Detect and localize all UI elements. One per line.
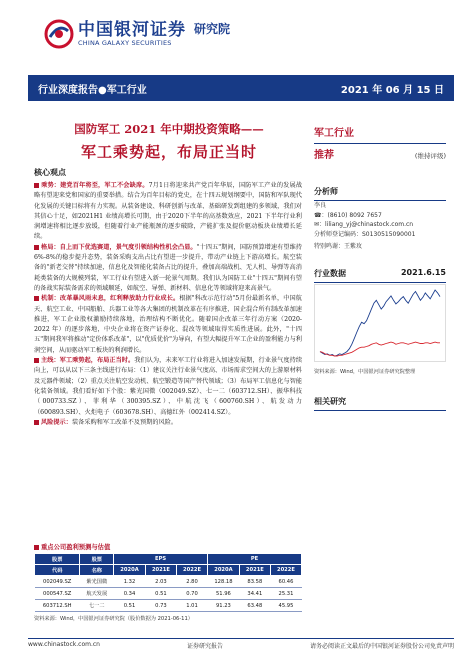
table-row [35,576,302,588]
dept-label: 研究院 [194,21,231,36]
cell: 63.48 [239,600,270,612]
col-head-eps: EPS [114,554,208,565]
report-type-bar [28,75,454,101]
col-subhead: 2022E [176,565,207,576]
cell: 0.51 [145,588,176,600]
paragraph: 机制：改革暴风雨未息，红利释放助力行业成长。根据"科改示范行动"5月份最新名单，中国航天、航空工业、中国船舶、兵器工业等各大集团的机制改革在有序推进，国企混合所有制改革加速推进，军工企业股权激励持续落地，治理结构不断优化。随着国企改革三年行动方案（2020-2022 年）的逐步落地，中央企业将在资产证券化、混改等领域取得实质性进展。此外，"十四五"期间我军将推动"定价体系改革"，以"优质优价"为导向，有望大幅提升军工企业的盈利能力与利润空间，从而驱动军工板块的利润增长。 [34,295,302,354]
chart-title: 行业数据 [314,269,346,278]
strategy-title: 国防军工 2021 年中期投资策略—— [74,122,264,136]
rating-note: (维持评级) [414,152,446,160]
core-viewpoints [34,181,302,428]
bullet-icon [34,420,39,425]
table-subhead-row [35,565,302,576]
bullet-icon [34,545,39,550]
forecast-table-section [34,542,302,622]
cell: 0.73 [145,600,176,612]
rating [314,146,446,161]
footer-disclaimer: 请务必阅读正文最后的中国银河证券股份公司免责声明 [309,643,454,650]
index-chart [314,284,446,362]
cell: 45.95 [270,600,301,612]
logo-cn-text: 中国银河证券 [78,20,186,40]
footer-center: 证券研究报告 [186,643,223,650]
cell: 000547.SZ [35,588,80,600]
paragraph: 乘势：建党百年将至，军工不会缺席。7月1日将迎来共产党百年华辰，国防军工产业的发展战略有望迎来党和国家的重要举措。结合为百年目标的党史，在十四五规划纲要中，国防和军队现代化发展的关键目标将有力实现。从装备建设、科研创新与改革、基础研发到组建的多领域，我们对其信心十足，如2021H1 业绩高增长可期，由于2020下半年的高基数效应，2021 下半年行业利润增速将相比逐步放缓，但随着行业产能瓶颈的逐步破除，产能扩张及提价驱动板块业绩增长延续。 [34,182,303,241]
cell: 0.70 [176,588,207,600]
report-date: 2021 年 06 月 15 日 [340,84,444,96]
col-head: 股票 [35,554,80,565]
cell: 航天发展 [80,588,114,600]
analyst-cert: 分析师登记编码：S0130515090001 [314,230,416,238]
rating-value: 推荐 [314,150,334,161]
col-head-pe: PE [208,554,302,565]
brand-logo [44,14,230,54]
cell: 128.18 [208,576,240,588]
table-caption: 重点公司盈利预测与估值 [34,542,302,551]
report-type: 行业深度报告●军工行业 [38,84,147,96]
cell: 83.58 [239,576,270,588]
col-subhead: 名称 [80,565,114,576]
analyst-name: 李良 [314,202,327,209]
table-head-row [35,554,302,565]
chart-frame [315,285,446,362]
col-head: 股票 [80,554,114,565]
cell: 0.51 [114,600,146,612]
analyst-phone: ☎：(8610) 8092 7657 [314,211,382,219]
forecast-table [34,553,302,612]
table-row [35,588,302,600]
cell: 0.34 [114,588,146,600]
analyst-heading: 分析师 [314,186,446,201]
cell: 51.96 [208,588,240,600]
cell: 25.31 [270,588,301,600]
chart-svg [314,284,446,362]
bullet-icon [34,245,39,250]
chart-date: 2021.6.15 [400,268,446,277]
cell: 紫光国微 [80,576,114,588]
col-subhead: 代码 [35,565,80,576]
cell: 002049.SZ [35,576,80,588]
bullet-icon [34,183,39,188]
cell: 603712.SH [35,600,80,612]
cell: 91.23 [208,600,240,612]
bullet-icon [34,296,39,301]
col-subhead: 2021E [239,565,270,576]
chart-source: 资料来源：Wind，中国银河证券研究院整理 [314,369,416,375]
cell: 1.32 [114,576,146,588]
analyst-email[interactable]: ✉：liliang_yj@chinastock.com.cn [314,221,414,228]
paragraph: 风险提示：装备采购和军工改革不及预期的风险。 [34,418,302,428]
paragraph: 主线：军工乘势起，布局正当时。我们认为，未来军工行业将进入加速发展期，行业景气度持续向上，可以从以下三条主线进行布局：（1）建议关注行业景气度高、市场需求空间大的上游原材料及元器件领域；（2）重点关注航空发动机、航空锻造等国产替代领域；（3）布局军工信息化与智能化装备领域。我们看好如下个股：紫光国微（002049.SZ）、七一二（603712.SH）、振华科技（000733.SZ）、菲利华（300395.SZ）、中航沈飞（600760.SH）、航发动力（600893.SH）、火炬电子（603678.SH）、高德红外（002414.SZ）。 [34,357,303,416]
col-subhead: 2020A [208,565,240,576]
table-row [35,600,302,612]
cell: 1.01 [176,600,207,612]
logo-en-text: CHINA GALAXY SECURITIES [78,39,172,47]
acknowledgement: 特别鸣谢：王紫玫 [314,243,363,250]
col-subhead: 2021E [145,565,176,576]
table-source: 资料来源：Wind，中国银河证券研究院（股价数据为 2021-06-11） [34,616,193,622]
cell: 34.41 [239,588,270,600]
sector-label: 军工行业 [314,124,446,144]
main-title: 军工乘势起，布局正当时 [80,143,257,161]
page-footer [28,641,454,650]
col-subhead: 2022E [270,565,301,576]
bullet-icon [34,358,39,363]
cell: 七一二 [80,600,114,612]
cell: 60.46 [270,576,301,588]
core-viewpoint-label: 核心观点 [34,168,66,177]
paragraph: 格局：自上而下优选赛道，景气度引领结构性机会凸显。"十四五"期间，国防预算增速有望维持 6%-8%的稳步提升态势，装备采购支出占比有望进一步提升，带动产业链上下游高增长。航空装备的"新老交替"持续加速，信息化及智能化装备占比的提升，叠加高端战机、无人机、导弹等高消耗类装备的大规模列装，军工行业有望进入新一轮景气周期。我们认为国防工业"十四五"期间有望的备战实际装备需求的领域顺延，如航空、导弹、新材料、信息化等领域将迎来高景气。 [34,243,302,292]
galaxy-emblem-icon [44,19,74,49]
footer-url[interactable]: www.chinastock.com.cn [28,641,100,648]
related-research-heading: 相关研究 [314,396,446,411]
footer-divider [28,638,454,639]
chart-heading [314,268,446,283]
cell: 2.80 [176,576,207,588]
col-subhead: 2020A [114,565,146,576]
cell: 2.03 [145,576,176,588]
analyst-info [314,201,446,239]
